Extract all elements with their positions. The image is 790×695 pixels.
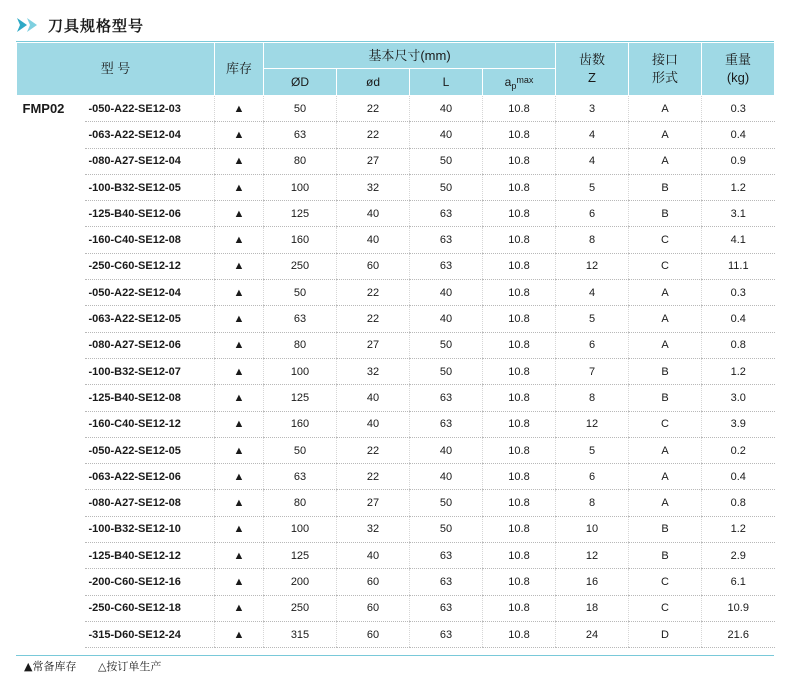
cell-teeth: 4 [556,148,629,174]
cell-stock: ▲ [215,201,264,227]
cell-stock: ▲ [215,621,264,647]
cell-dim-ap: 10.8 [483,253,556,279]
cell-dim-d: 22 [337,437,410,463]
cell-dim-D: 250 [264,595,337,621]
cell-dim-d: 60 [337,569,410,595]
cell-dim-ap: 10.8 [483,437,556,463]
cell-model: -080-A27-SE12-08 [85,490,215,516]
cell-teeth: 5 [556,437,629,463]
cell-dim-L: 63 [410,385,483,411]
cell-weight: 10.9 [702,595,775,621]
cell-dim-d: 27 [337,490,410,516]
cell-dim-L: 50 [410,332,483,358]
cell-stock: ▲ [215,543,264,569]
header-weight-line2: (kg) [726,70,750,85]
cell-interface: C [629,253,702,279]
cell-model: -200-C60-SE12-16 [85,569,215,595]
cell-stock: ▲ [215,516,264,542]
cell-stock: ▲ [215,122,264,148]
header-stock: 库存 [215,43,264,96]
cell-teeth: 8 [556,227,629,253]
cell-model: -250-C60-SE12-18 [85,595,215,621]
section-title: 刀具规格型号 [48,16,145,35]
cell-dim-D: 80 [264,490,337,516]
cell-weight: 0.4 [702,122,775,148]
table-row [17,543,775,569]
table-row [17,201,775,227]
header-dimensions: 基本尺寸(mm) [264,43,556,69]
cell-teeth: 18 [556,595,629,621]
cell-teeth: 16 [556,569,629,595]
cell-dim-L: 63 [410,569,483,595]
table-row [17,122,775,148]
cell-dim-ap: 10.8 [483,227,556,253]
cell-weight: 21.6 [702,621,775,647]
cell-stock: ▲ [215,332,264,358]
cell-model: -050-A22-SE12-04 [85,280,215,306]
cell-dim-d: 40 [337,385,410,411]
cell-dim-L: 50 [410,490,483,516]
table-row [17,411,775,437]
cell-weight: 1.2 [702,516,775,542]
table-row [17,437,775,463]
cell-stock: ▲ [215,385,264,411]
header-dim-ap-p: p [511,81,517,91]
legend [24,658,179,674]
header-dim-ap-max: max [516,75,534,85]
legend-in-stock: ▲常备库存 [24,660,77,673]
cell-interface: A [629,332,702,358]
cell-dim-D: 63 [264,464,337,490]
cell-stock: ▲ [215,227,264,253]
cell-teeth: 3 [556,96,629,122]
cell-model: -050-A22-SE12-03 [85,96,215,122]
header-interface [629,43,702,96]
cell-dim-L: 63 [410,253,483,279]
cell-teeth: 10 [556,516,629,542]
cell-dim-L: 63 [410,227,483,253]
cell-dim-D: 100 [264,358,337,384]
cell-dim-d: 60 [337,621,410,647]
header-teeth-line2: Z [588,70,596,85]
series-label: FMP02 [22,101,65,116]
cell-interface: B [629,358,702,384]
cell-dim-ap: 10.8 [483,385,556,411]
cell-model: -063-A22-SE12-05 [85,306,215,332]
cell-interface: B [629,385,702,411]
cell-dim-ap: 10.8 [483,621,556,647]
cell-dim-D: 80 [264,148,337,174]
cell-weight: 11.1 [702,253,775,279]
cell-dim-ap: 10.8 [483,148,556,174]
cell-dim-D: 100 [264,174,337,200]
cell-weight: 3.9 [702,411,775,437]
cell-stock: ▲ [215,411,264,437]
cell-dim-L: 40 [410,122,483,148]
cell-model: -100-B32-SE12-10 [85,516,215,542]
cell-model: -125-B40-SE12-08 [85,385,215,411]
cell-interface: B [629,201,702,227]
table-bottom-divider [16,655,774,656]
cell-stock: ▲ [215,358,264,384]
cell-dim-L: 40 [410,306,483,332]
cell-interface: A [629,306,702,332]
header-teeth [556,43,629,96]
cell-model: -315-D60-SE12-24 [85,621,215,647]
cell-interface: C [629,595,702,621]
header-teeth-line1: 齿数 [579,52,606,67]
cell-dim-L: 40 [410,280,483,306]
cell-weight: 6.1 [702,569,775,595]
cell-dim-D: 250 [264,253,337,279]
cell-dim-ap: 10.8 [483,122,556,148]
cell-dim-d: 22 [337,306,410,332]
double-arrow-icon [16,17,42,33]
cell-dim-D: 63 [264,306,337,332]
cell-dim-L: 50 [410,174,483,200]
cell-interface: B [629,543,702,569]
cell-stock: ▲ [215,96,264,122]
cell-stock: ▲ [215,464,264,490]
header-weight-line1: 重量 [725,52,752,67]
cell-dim-ap: 10.8 [483,96,556,122]
table-row [17,253,775,279]
cell-dim-d: 27 [337,148,410,174]
cell-stock: ▲ [215,437,264,463]
header-dim-L: L [410,69,483,96]
cell-teeth: 8 [556,490,629,516]
cell-interface: A [629,148,702,174]
cell-dim-d: 32 [337,174,410,200]
cell-interface: A [629,96,702,122]
cell-dim-D: 100 [264,516,337,542]
cell-teeth: 4 [556,280,629,306]
cell-teeth: 8 [556,385,629,411]
cell-teeth: 12 [556,253,629,279]
cell-weight: 1.2 [702,174,775,200]
cell-dim-ap: 10.8 [483,543,556,569]
cell-model: -125-B40-SE12-06 [85,201,215,227]
spec-table-body [17,96,775,648]
table-row [17,516,775,542]
table-row [17,306,775,332]
cell-dim-d: 40 [337,543,410,569]
cell-stock: ▲ [215,306,264,332]
cell-dim-d: 40 [337,411,410,437]
header-dim-ap [483,69,556,96]
cell-dim-L: 40 [410,437,483,463]
cell-dim-d: 32 [337,516,410,542]
cell-dim-ap: 10.8 [483,516,556,542]
cell-teeth: 12 [556,411,629,437]
cell-dim-ap: 10.8 [483,201,556,227]
legend-to-order: △按订单生产 [97,660,162,673]
cell-model: -080-A27-SE12-06 [85,332,215,358]
table-row [17,385,775,411]
cell-dim-D: 50 [264,96,337,122]
cell-dim-ap: 10.8 [483,358,556,384]
cell-model: -160-C40-SE12-12 [85,411,215,437]
spec-table [16,42,775,648]
cell-model: -125-B40-SE12-12 [85,543,215,569]
cell-stock: ▲ [215,148,264,174]
header-dim-d: ød [337,69,410,96]
header-interface-line1: 接口 [652,52,679,67]
cell-dim-D: 63 [264,122,337,148]
table-row [17,595,775,621]
cell-interface: A [629,122,702,148]
cell-stock: ▲ [215,490,264,516]
cell-dim-ap: 10.8 [483,332,556,358]
cell-dim-ap: 10.8 [483,306,556,332]
cell-dim-D: 160 [264,411,337,437]
cell-teeth: 5 [556,306,629,332]
cell-weight: 0.8 [702,332,775,358]
cell-weight: 0.4 [702,306,775,332]
cell-dim-D: 200 [264,569,337,595]
cell-model: -063-A22-SE12-04 [85,122,215,148]
cell-dim-d: 60 [337,253,410,279]
cell-model: -250-C60-SE12-12 [85,253,215,279]
table-row [17,332,775,358]
cell-model: -100-B32-SE12-07 [85,358,215,384]
table-row [17,490,775,516]
cell-interface: A [629,464,702,490]
cell-dim-d: 40 [337,227,410,253]
cell-weight: 0.3 [702,280,775,306]
cell-dim-d: 40 [337,201,410,227]
cell-dim-L: 63 [410,543,483,569]
cell-dim-d: 60 [337,595,410,621]
cell-dim-D: 315 [264,621,337,647]
cell-interface: A [629,490,702,516]
header-interface-line2: 形式 [652,70,679,85]
cell-teeth: 7 [556,358,629,384]
table-row [17,280,775,306]
cell-weight: 1.2 [702,358,775,384]
cell-dim-D: 125 [264,201,337,227]
cell-dim-ap: 10.8 [483,174,556,200]
cell-interface: C [629,227,702,253]
cell-dim-ap: 10.8 [483,280,556,306]
cell-dim-ap: 10.8 [483,411,556,437]
cell-weight: 0.4 [702,464,775,490]
table-row [17,148,775,174]
cell-dim-L: 50 [410,516,483,542]
header-dim-D: ØD [264,69,337,96]
cell-weight: 3.0 [702,385,775,411]
cell-dim-D: 160 [264,227,337,253]
cell-stock: ▲ [215,280,264,306]
section-title-bar [16,14,144,36]
cell-dim-L: 50 [410,358,483,384]
cell-stock: ▲ [215,595,264,621]
cell-dim-d: 32 [337,358,410,384]
cell-dim-L: 63 [410,411,483,437]
cell-model: -050-A22-SE12-05 [85,437,215,463]
cell-teeth: 12 [556,543,629,569]
cell-dim-L: 63 [410,621,483,647]
cell-interface: A [629,437,702,463]
cell-teeth: 24 [556,621,629,647]
cell-stock: ▲ [215,174,264,200]
cell-weight: 0.9 [702,148,775,174]
cell-dim-L: 50 [410,148,483,174]
table-row [17,621,775,647]
cell-interface: B [629,516,702,542]
cell-dim-ap: 10.8 [483,490,556,516]
cell-teeth: 6 [556,332,629,358]
cell-dim-D: 80 [264,332,337,358]
table-row [17,464,775,490]
cell-dim-d: 22 [337,280,410,306]
cell-teeth: 5 [556,174,629,200]
cell-interface: A [629,280,702,306]
table-row [17,358,775,384]
cell-dim-ap: 10.8 [483,569,556,595]
cell-dim-L: 40 [410,464,483,490]
cell-stock: ▲ [215,253,264,279]
cell-dim-L: 63 [410,201,483,227]
header-model: 型 号 [17,43,215,96]
cell-model: -080-A27-SE12-04 [85,148,215,174]
cell-weight: 0.2 [702,437,775,463]
cell-dim-D: 50 [264,280,337,306]
cell-dim-ap: 10.8 [483,464,556,490]
header-dim-ap-a: a [504,75,512,89]
cell-dim-d: 22 [337,464,410,490]
cell-model: -100-B32-SE12-05 [85,174,215,200]
cell-teeth: 6 [556,464,629,490]
cell-stock: ▲ [215,569,264,595]
header-weight [702,43,775,96]
cell-interface: D [629,621,702,647]
cell-interface: C [629,411,702,437]
cell-weight: 0.8 [702,490,775,516]
cell-weight: 4.1 [702,227,775,253]
table-row [17,174,775,200]
cell-dim-D: 125 [264,385,337,411]
table-row [17,96,775,122]
cell-interface: B [629,174,702,200]
cell-weight: 3.1 [702,201,775,227]
cell-model: -160-C40-SE12-08 [85,227,215,253]
cell-model: -063-A22-SE12-06 [85,464,215,490]
table-row [17,227,775,253]
cell-weight: 0.3 [702,96,775,122]
cell-interface: C [629,569,702,595]
cell-dim-d: 22 [337,96,410,122]
cell-dim-L: 40 [410,96,483,122]
cell-weight: 2.9 [702,543,775,569]
cell-teeth: 4 [556,122,629,148]
cell-teeth: 6 [556,201,629,227]
cell-dim-d: 27 [337,332,410,358]
cell-dim-L: 63 [410,595,483,621]
cell-dim-D: 50 [264,437,337,463]
cell-dim-d: 22 [337,122,410,148]
cell-dim-ap: 10.8 [483,595,556,621]
table-row [17,569,775,595]
cell-dim-D: 125 [264,543,337,569]
